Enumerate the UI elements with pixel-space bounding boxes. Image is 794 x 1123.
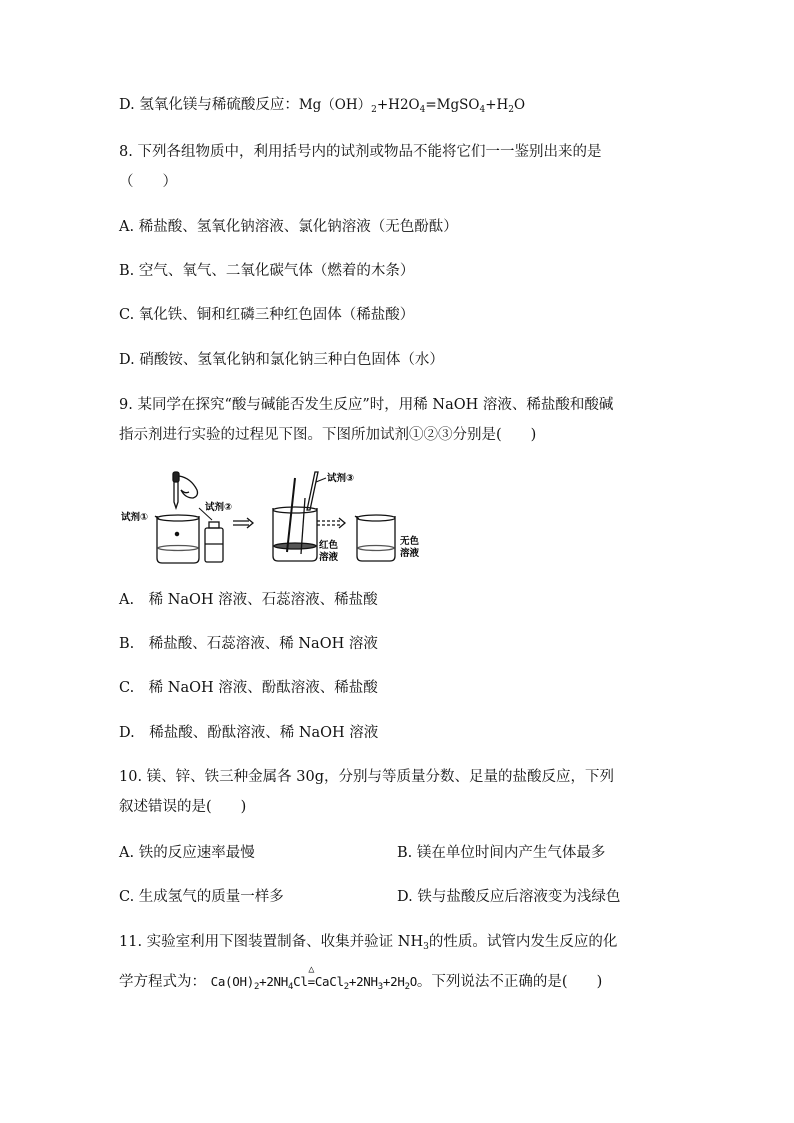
label-red-solution-a: 红色 <box>319 540 339 551</box>
label-red-solution-b: 溶液 <box>319 552 339 563</box>
q10-option-c: C. 生成氢气的质量一样多 <box>119 889 284 905</box>
dropper-3 <box>307 472 318 510</box>
q8-option-c: C. 氧化铁、铜和红磷三种红色固体（稀盐酸） <box>119 307 415 323</box>
q9-option-d: D. 稀盐酸、酚酞溶液、稀 NaOH 溶液 <box>119 725 379 741</box>
q8-stem-line2: （ ） <box>119 174 177 190</box>
beaker-3 <box>355 515 395 561</box>
q10-option-b: B. 镁在单位时间内产生气体最多 <box>397 845 606 861</box>
q10-option-a: A. 铁的反应速率最慢 <box>119 845 255 861</box>
q8-option-b: B. 空气、氧气、二氧化碳气体（燃着的木条） <box>119 263 415 279</box>
q10-stem-line2: 叙述错误的是( ) <box>119 799 247 815</box>
label-reagent-2: 试剂② <box>205 502 233 513</box>
dropper-hand <box>173 472 198 508</box>
q8-option-d: D. 硝酸铵、氢氧化钠和氯化钠三种白色固体（水） <box>119 352 444 368</box>
q9-option-a: A. 稀 NaOH 溶液、石蕊溶液、稀盐酸 <box>119 592 378 608</box>
q9-stem-line1: 9. 某同学在探究“酸与碱能否发生反应”时，用稀 NaOH 溶液、稀盐酸和酸碱 <box>119 397 614 413</box>
label-reagent-1: 试剂① <box>121 512 149 523</box>
q7-formula: $Mg(OH)_2+H2O_4=MgSO_4+H_2O$ <box>298 97 526 115</box>
arrow-2 <box>317 518 345 528</box>
q8-option-a: A. 稀盐酸、氢氧化钠溶液、氯化钠溶液（无色酚酞） <box>119 219 458 235</box>
label-reagent-3: 试剂③ <box>327 473 355 484</box>
q9-option-b: B. 稀盐酸、石蕊溶液、稀 NaOH 溶液 <box>119 636 378 652</box>
q10-option-d: D. 铁与盐酸反应后溶液变为浅绿色 <box>397 889 621 905</box>
q9-stem-line2: 指示剂进行实验的过程见下图。下图所加试剂①②③分别是( ) <box>119 427 537 443</box>
label-colorless-solution-a: 无色 <box>400 536 420 547</box>
q11-stem-line1: 11. 实验室利用下图装置制备、收集并验证 $NH_3$的性质。试管内发生反应的化 <box>119 934 618 952</box>
q7-option-d: D. 氢氧化镁与稀硫酸反应：$Mg(OH)_2+H2O_4=MgSO_4+H_2O$ <box>119 97 526 115</box>
q10-stem-line1: 10. 镁、锌、铁三种金属各 30g，分别与等质量分数、足量的盐酸反应，下列 <box>119 769 615 785</box>
q11-equation: $Ca(OH)_2+2NH_4Cl$ △ $=CaCl_2+2NH_3+2H_2O$ <box>210 964 417 992</box>
q9-experiment-figure <box>119 468 429 568</box>
heat-condition: △ = <box>307 964 315 989</box>
q8-stem-line1: 8. 下列各组物质中，利用括号内的试剂或物品不能将它们一一鉴别出来的是 <box>119 144 602 160</box>
label-colorless-solution-b: 溶液 <box>400 548 420 559</box>
arrow-1 <box>233 518 253 528</box>
q9-option-c: C. 稀 NaOH 溶液、酚酞溶液、稀盐酸 <box>119 680 378 696</box>
beaker-1 <box>155 515 199 563</box>
reagent-bottle <box>205 522 223 562</box>
beaker-2 <box>273 478 317 561</box>
q11-stem-line2: 学方程式为： $Ca(OH)_2+2NH_4Cl$ △ $=CaCl_2+2NH_3+2H_2O$。下列说法不正确的是( ) <box>119 964 603 992</box>
